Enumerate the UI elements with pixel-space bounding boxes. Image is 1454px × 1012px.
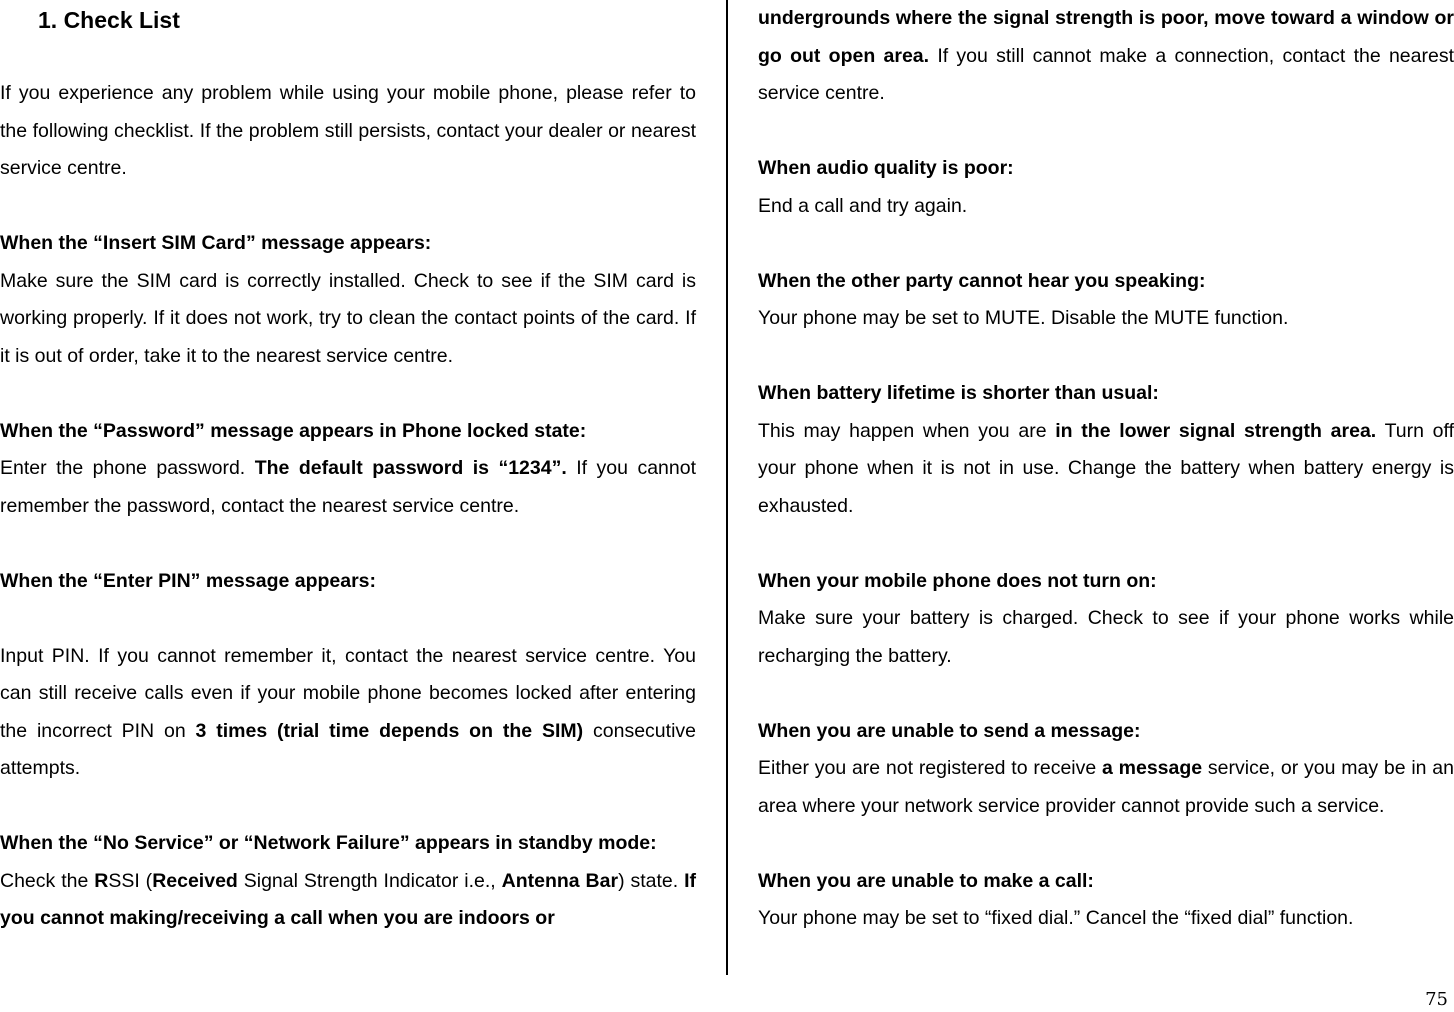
left-column bbox=[0, 0, 696, 938]
message-heading: When you are unable to send a message: bbox=[758, 719, 1141, 742]
power-heading: When your mobile phone does not turn on: bbox=[758, 569, 1157, 592]
sim-heading: When the “Insert SIM Card” message appears: bbox=[0, 232, 432, 254]
sim-body: Make sure the SIM card is correctly installed. Check to see if the SIM card is working properly. If it does not work, try to clean the contact points of the card. If it is out of order, take it to the nearest service centre. bbox=[0, 269, 696, 367]
noservice-body: Check the RSSI (Received Signal Strength Indicator i.e., Antenna Bar) state. If you cannot making/receiving a call when you are indoors or bbox=[0, 869, 697, 929]
message-body: Either you are not registered to receive a message service, or you may be in an area where your network service provider cannot provide such a service. bbox=[758, 757, 1454, 817]
hear-heading: When the other party cannot hear you speaking: bbox=[758, 269, 1206, 292]
section-title: 1. Check List bbox=[38, 7, 180, 33]
battery-heading: When battery lifetime is shorter than usual: bbox=[758, 382, 1159, 404]
pin-body: Input PIN. If you cannot remember it, contact the nearest service centre. You can still receive calls even if your mobile phone becomes locked after entering the incorrect PIN on 3 times (trial time depends on the SIM) consecutive attempts. bbox=[0, 644, 696, 779]
password-heading: When the “Password” message appears in Phone locked state: bbox=[0, 419, 587, 442]
audio-heading: When audio quality is poor: bbox=[758, 157, 1014, 179]
intro-paragraph: If you experience any problem while using your mobile phone, please refer to the following checklist. If the problem still persists, contact your dealer or nearest service centre. bbox=[0, 82, 696, 179]
audio-body: End a call and try again. bbox=[758, 194, 968, 217]
page-number: 75 bbox=[1425, 989, 1448, 1010]
battery-body: This may happen when you are in the lower signal strength area. Turn off your phone when it is not in use. Change the battery when battery energy is exhausted. bbox=[758, 419, 1454, 517]
hear-body: Your phone may be set to MUTE. Disable the MUTE function. bbox=[758, 307, 1289, 329]
password-body: Enter the phone password. The default password is “1234”. If you cannot remember the password, contact the nearest service centre. bbox=[0, 457, 696, 517]
right-column bbox=[758, 0, 1454, 938]
noservice-continuation: undergrounds where the signal strength is poor, move toward a window or go out open area. If you still cannot make a connection, contact the nearest service centre. bbox=[758, 7, 1454, 104]
call-body: Your phone may be set to “fixed dial.” Cancel the “fixed dial” function. bbox=[758, 907, 1354, 929]
column-divider bbox=[726, 0, 728, 975]
noservice-heading: When the “No Service” or “Network Failure” appears in standby mode: bbox=[0, 832, 657, 854]
call-heading: When you are unable to make a call: bbox=[758, 869, 1094, 892]
power-body: Make sure your battery is charged. Check to see if your phone works while recharging the battery. bbox=[758, 607, 1454, 667]
pin-heading: When the “Enter PIN” message appears: bbox=[0, 569, 377, 592]
